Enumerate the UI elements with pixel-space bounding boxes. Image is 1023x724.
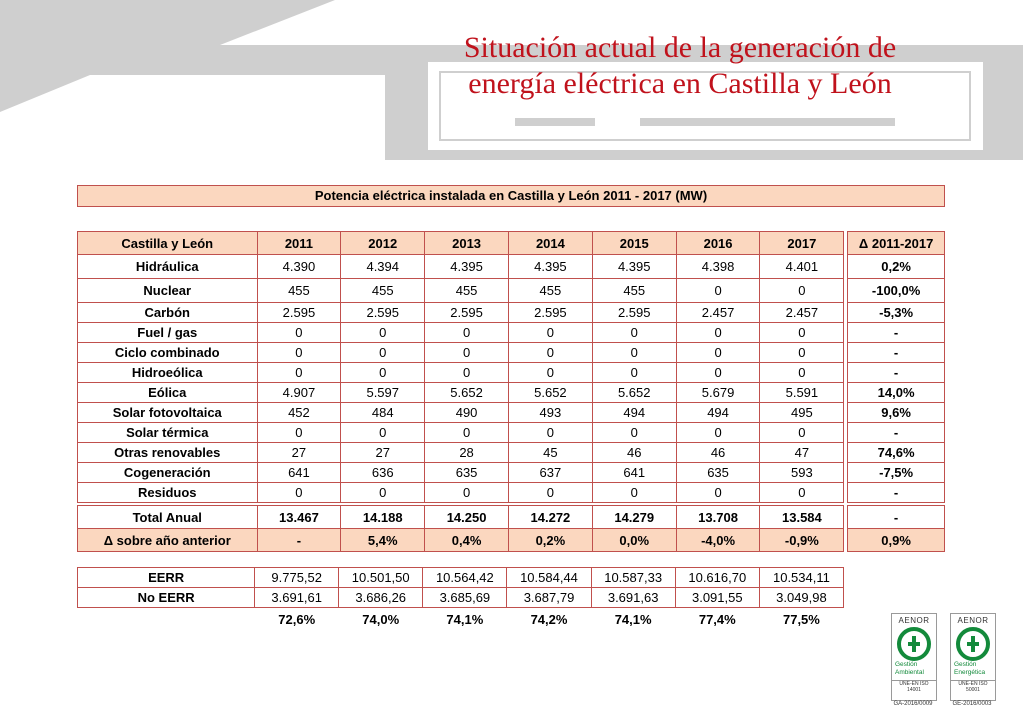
value-cell: 494 (676, 403, 760, 423)
value-cell: 0 (257, 483, 341, 503)
eerr-percentage: 74,0% (362, 611, 400, 627)
value-cell: 0 (676, 363, 760, 383)
value-cell: 46 (592, 443, 676, 463)
value-cell: 4.907 (257, 383, 341, 403)
value-cell: 641 (257, 463, 341, 483)
eerr-value: 3.686,26 (339, 588, 423, 608)
delta-cell: - (848, 323, 945, 343)
total-cell: 13.708 (676, 506, 760, 529)
row-label: Hidráulica (78, 255, 258, 279)
value-cell: 636 (341, 463, 425, 483)
value-cell: 0 (508, 323, 592, 343)
change-cell: -4,0% (676, 529, 760, 552)
value-cell: 637 (508, 463, 592, 483)
value-cell: 0 (425, 483, 509, 503)
eerr-percentage: 74,1% (614, 611, 652, 627)
eerr-value: 10.584,44 (507, 568, 591, 588)
value-cell: 0 (592, 483, 676, 503)
table-row (78, 323, 945, 343)
year-header: 2014 (508, 232, 592, 255)
value-cell: 5.652 (592, 383, 676, 403)
delta-cell: 14,0% (848, 383, 945, 403)
value-cell: 455 (257, 279, 341, 303)
eerr-value: 3.685,69 (423, 588, 507, 608)
total-delta: - (848, 506, 945, 529)
total-cell: 13.467 (257, 506, 341, 529)
year-header: 2015 (592, 232, 676, 255)
value-cell: 0 (257, 423, 341, 443)
eerr-value: 3.691,63 (591, 588, 675, 608)
value-cell: 5.652 (425, 383, 509, 403)
change-cell: -0,9% (760, 529, 844, 552)
eerr-percentage: 77,5% (782, 611, 820, 627)
value-cell: 0 (341, 343, 425, 363)
value-cell: 2.595 (508, 303, 592, 323)
table-row (78, 483, 945, 503)
value-cell: 4.401 (760, 255, 844, 279)
change-cell: 0,4% (425, 529, 509, 552)
value-cell: 0 (760, 363, 844, 383)
value-cell: 0 (760, 343, 844, 363)
value-cell: 0 (341, 483, 425, 503)
aenor-ge-icon (956, 627, 990, 661)
value-cell: 27 (341, 443, 425, 463)
value-cell: 484 (341, 403, 425, 423)
header-label: Castilla y León (78, 232, 258, 255)
delta-cell: -5,3% (848, 303, 945, 323)
value-cell: 0 (341, 423, 425, 443)
value-cell: 0 (508, 483, 592, 503)
row-label: Nuclear (78, 279, 258, 303)
value-cell: 2.457 (676, 303, 760, 323)
table-row (78, 303, 945, 323)
value-cell: 0 (425, 323, 509, 343)
eerr-value: 10.616,70 (675, 568, 759, 588)
eerr-percentage: 72,6% (278, 611, 316, 627)
delta-cell: - (848, 343, 945, 363)
table-row (78, 363, 945, 383)
value-cell: 0 (341, 323, 425, 343)
page-title-line1: Situación actual de la generación de (463, 31, 897, 64)
eerr-value: 9.775,52 (255, 568, 339, 588)
value-cell: 0 (341, 363, 425, 383)
eerr-label: No EERR (78, 588, 255, 608)
eerr-percentage: 74,1% (446, 611, 484, 627)
table-row (78, 343, 945, 363)
row-label: Residuos (78, 483, 258, 503)
value-cell: 0 (676, 483, 760, 503)
value-cell: 4.394 (341, 255, 425, 279)
value-cell: 2.595 (341, 303, 425, 323)
value-cell: 455 (341, 279, 425, 303)
value-cell: 0 (592, 343, 676, 363)
value-cell: 593 (760, 463, 844, 483)
value-cell: 0 (508, 363, 592, 383)
delta-cell: - (848, 363, 945, 383)
value-cell: 0 (425, 363, 509, 383)
value-cell: 641 (592, 463, 676, 483)
value-cell: 47 (760, 443, 844, 463)
value-cell: 635 (425, 463, 509, 483)
value-cell: 4.398 (676, 255, 760, 279)
year-header: 2013 (425, 232, 509, 255)
total-cell: 13.584 (760, 506, 844, 529)
delta-cell: -100,0% (848, 279, 945, 303)
table-row (78, 403, 945, 423)
value-cell: 493 (508, 403, 592, 423)
value-cell: 27 (257, 443, 341, 463)
table-header-row (78, 232, 945, 255)
value-cell: 0 (676, 279, 760, 303)
year-header: 2017 (760, 232, 844, 255)
value-cell: 0 (592, 323, 676, 343)
value-cell: 0 (425, 343, 509, 363)
value-cell: 4.390 (257, 255, 341, 279)
change-cell: 5,4% (341, 529, 425, 552)
eerr-value: 3.049,98 (759, 588, 843, 608)
delta-cell: -7,5% (848, 463, 945, 483)
eerr-row (78, 588, 844, 608)
row-label: Cogeneración (78, 463, 258, 483)
value-cell: 45 (508, 443, 592, 463)
value-cell: 0 (425, 423, 509, 443)
total-label: Total Anual (78, 506, 258, 529)
value-cell: 455 (592, 279, 676, 303)
table-row (78, 255, 945, 279)
row-label: Carbón (78, 303, 258, 323)
change-row (78, 529, 945, 552)
value-cell: 5.597 (341, 383, 425, 403)
table-row (78, 443, 945, 463)
value-cell: 4.395 (508, 255, 592, 279)
logo-code: GE-2016/0003 (952, 701, 992, 707)
value-cell: 2.595 (592, 303, 676, 323)
change-cell: - (257, 529, 341, 552)
value-cell: 494 (592, 403, 676, 423)
year-header: 2011 (257, 232, 341, 255)
value-cell: 495 (760, 403, 844, 423)
row-label: Hidroeólica (78, 363, 258, 383)
year-header: 2016 (676, 232, 760, 255)
value-cell: 0 (257, 343, 341, 363)
delta-cell: - (848, 423, 945, 443)
eerr-value: 10.534,11 (759, 568, 843, 588)
aenor-logo-energy: AENOR Gestión Energética UNE-EN ISO 50001 (950, 613, 996, 701)
table-row (78, 463, 945, 483)
eerr-value: 10.587,33 (591, 568, 675, 588)
value-cell: 46 (676, 443, 760, 463)
value-cell: 0 (257, 323, 341, 343)
page-title-line2: energía eléctrica en Castilla y León (468, 67, 892, 100)
value-cell: 0 (760, 483, 844, 503)
total-cell: 14.250 (425, 506, 509, 529)
delta-cell: 0,2% (848, 255, 945, 279)
eerr-value: 10.564,42 (423, 568, 507, 588)
value-cell: 490 (425, 403, 509, 423)
aenor-ga-icon (897, 627, 931, 661)
eerr-row (78, 568, 844, 588)
row-label: Otras renovables (78, 443, 258, 463)
logo-code: GA-2016/0009 (893, 701, 933, 707)
table-row (78, 279, 945, 303)
page-title (380, 30, 980, 102)
eerr-value: 3.691,61 (255, 588, 339, 608)
value-cell: 0 (676, 323, 760, 343)
eerr-value: 10.501,50 (339, 568, 423, 588)
value-cell: 28 (425, 443, 509, 463)
empty-cell (78, 608, 255, 631)
value-cell: 0 (676, 343, 760, 363)
table-caption: Potencia eléctrica instalada en Castilla y León 2011 - 2017 (MW) (77, 185, 945, 207)
delta-cell: 9,6% (848, 403, 945, 423)
row-label: Solar térmica (78, 423, 258, 443)
value-cell: 0 (592, 423, 676, 443)
capacity-table (77, 231, 945, 552)
value-cell: 455 (425, 279, 509, 303)
value-cell: 4.395 (425, 255, 509, 279)
eerr-percentage: 77,4% (698, 611, 736, 627)
value-cell: 0 (257, 363, 341, 383)
change-cell: 0,2% (508, 529, 592, 552)
value-cell: 0 (760, 423, 844, 443)
eerr-percentage: 74,2% (530, 611, 568, 627)
delta-cell: 74,6% (848, 443, 945, 463)
eerr-value: 3.091,55 (675, 588, 759, 608)
value-cell: 635 (676, 463, 760, 483)
row-label: Ciclo combinado (78, 343, 258, 363)
value-cell: 455 (508, 279, 592, 303)
value-cell: 2.595 (425, 303, 509, 323)
change-cell: 0,0% (592, 529, 676, 552)
delta-header: Δ 2011-2017 (848, 232, 945, 255)
value-cell: 452 (257, 403, 341, 423)
eerr-label: EERR (78, 568, 255, 588)
eerr-table (77, 567, 844, 630)
value-cell: 2.595 (257, 303, 341, 323)
value-cell: 5.679 (676, 383, 760, 403)
value-cell: 2.457 (760, 303, 844, 323)
change-label: Δ sobre año anterior (78, 529, 258, 552)
value-cell: 5.591 (760, 383, 844, 403)
eerr-percentage-row (78, 608, 844, 631)
table-row (78, 383, 945, 403)
value-cell: 4.395 (592, 255, 676, 279)
value-cell: 0 (508, 423, 592, 443)
value-cell: 0 (676, 423, 760, 443)
total-cell: 14.279 (592, 506, 676, 529)
row-label: Solar fotovoltaica (78, 403, 258, 423)
change-delta: 0,9% (848, 529, 945, 552)
row-label: Eólica (78, 383, 258, 403)
value-cell: 5.652 (508, 383, 592, 403)
delta-cell: - (848, 483, 945, 503)
value-cell: 0 (760, 323, 844, 343)
total-row (78, 506, 945, 529)
total-cell: 14.272 (508, 506, 592, 529)
value-cell: 0 (508, 343, 592, 363)
table-row (78, 423, 945, 443)
row-label: Fuel / gas (78, 323, 258, 343)
year-header: 2012 (341, 232, 425, 255)
value-cell: 0 (592, 363, 676, 383)
value-cell: 0 (760, 279, 844, 303)
eerr-value: 3.687,79 (507, 588, 591, 608)
aenor-logo-environmental: AENOR Gestión Ambiental UNE-EN ISO 14001 (891, 613, 937, 701)
total-cell: 14.188 (341, 506, 425, 529)
